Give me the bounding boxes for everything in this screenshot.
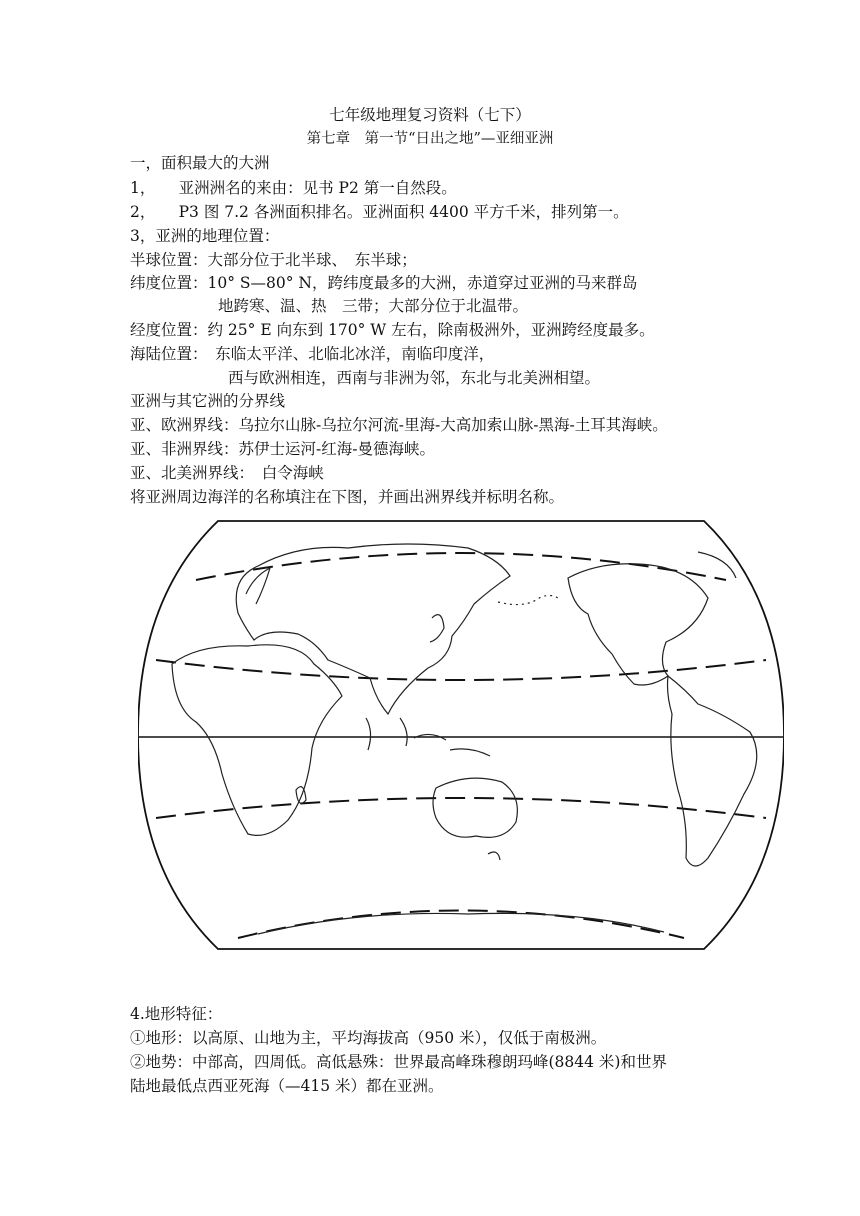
latitude-position: 纬度位置：10° S—80° N，跨纬度最多的大洲，赤道穿过亚洲的马来群岛 (130, 274, 638, 292)
latitude-position-cont: 地跨寒、温、热 三带；大部分位于北温带。 (218, 297, 529, 315)
boundary-heading: 亚洲与其它洲的分界线 (130, 392, 286, 410)
terrain-relief-cont: 陆地最低点西亚死海（—415 米）都在亚洲。 (130, 1077, 444, 1095)
item-1: 1， 亚洲洲名的来由：见书 P2 第一自然段。 (130, 179, 457, 197)
terrain-heading: 4.地形特征： (130, 1005, 223, 1023)
boundary-asia-africa: 亚、非洲界线：苏伊士运河-红海-曼德海峡。 (130, 440, 435, 458)
boundary-asia-north-america: 亚、北美洲界线： 白令海峡 (130, 464, 324, 482)
terrain-landform: ①地形：以高原、山地为主，平均海拔高（950 米），仅低于南极洲。 (130, 1029, 607, 1047)
map-instruction: 将亚洲周边海洋的名称填注在下图，并画出洲界线并标明名称。 (130, 488, 565, 506)
item-2: 2， P3 图 7.2 各洲面积排名。亚洲面积 4400 平方千米，排列第一。 (130, 203, 629, 221)
section1-heading: 一，面积最大的大洲 (130, 154, 270, 172)
sea-land-position-cont: 西与欧洲相连，西南与非洲为邻，东北与北美洲相望。 (228, 369, 601, 387)
doc-title: 七年级地理复习资料（七下） (329, 106, 531, 124)
terrain-relief: ②地势：中部高，四周低。高低悬殊：世界最高峰珠穆朗玛峰(8844 米)和世界 (130, 1053, 667, 1071)
hemisphere-position: 半球位置：大部分位于北半球、 东半球； (130, 251, 417, 269)
world-map-outline-icon (138, 518, 784, 952)
longitude-position: 经度位置：约 25° E 向东到 170° W 左右，除南极洲外，亚洲跨经度最多。 (130, 321, 655, 339)
item-3: 3，亚洲的地理位置： (130, 227, 280, 245)
doc-subtitle: 第七章 第一节“日出之地”—亚细亚洲 (306, 131, 554, 147)
boundary-asia-europe: 亚、欧洲界线：乌拉尔山脉-乌拉尔河流-里海-大高加索山脉-黑海-土耳其海峡。 (130, 416, 668, 434)
sea-land-position: 海陆位置： 东临太平洋、北临北冰洋，南临印度洋， (130, 345, 495, 363)
